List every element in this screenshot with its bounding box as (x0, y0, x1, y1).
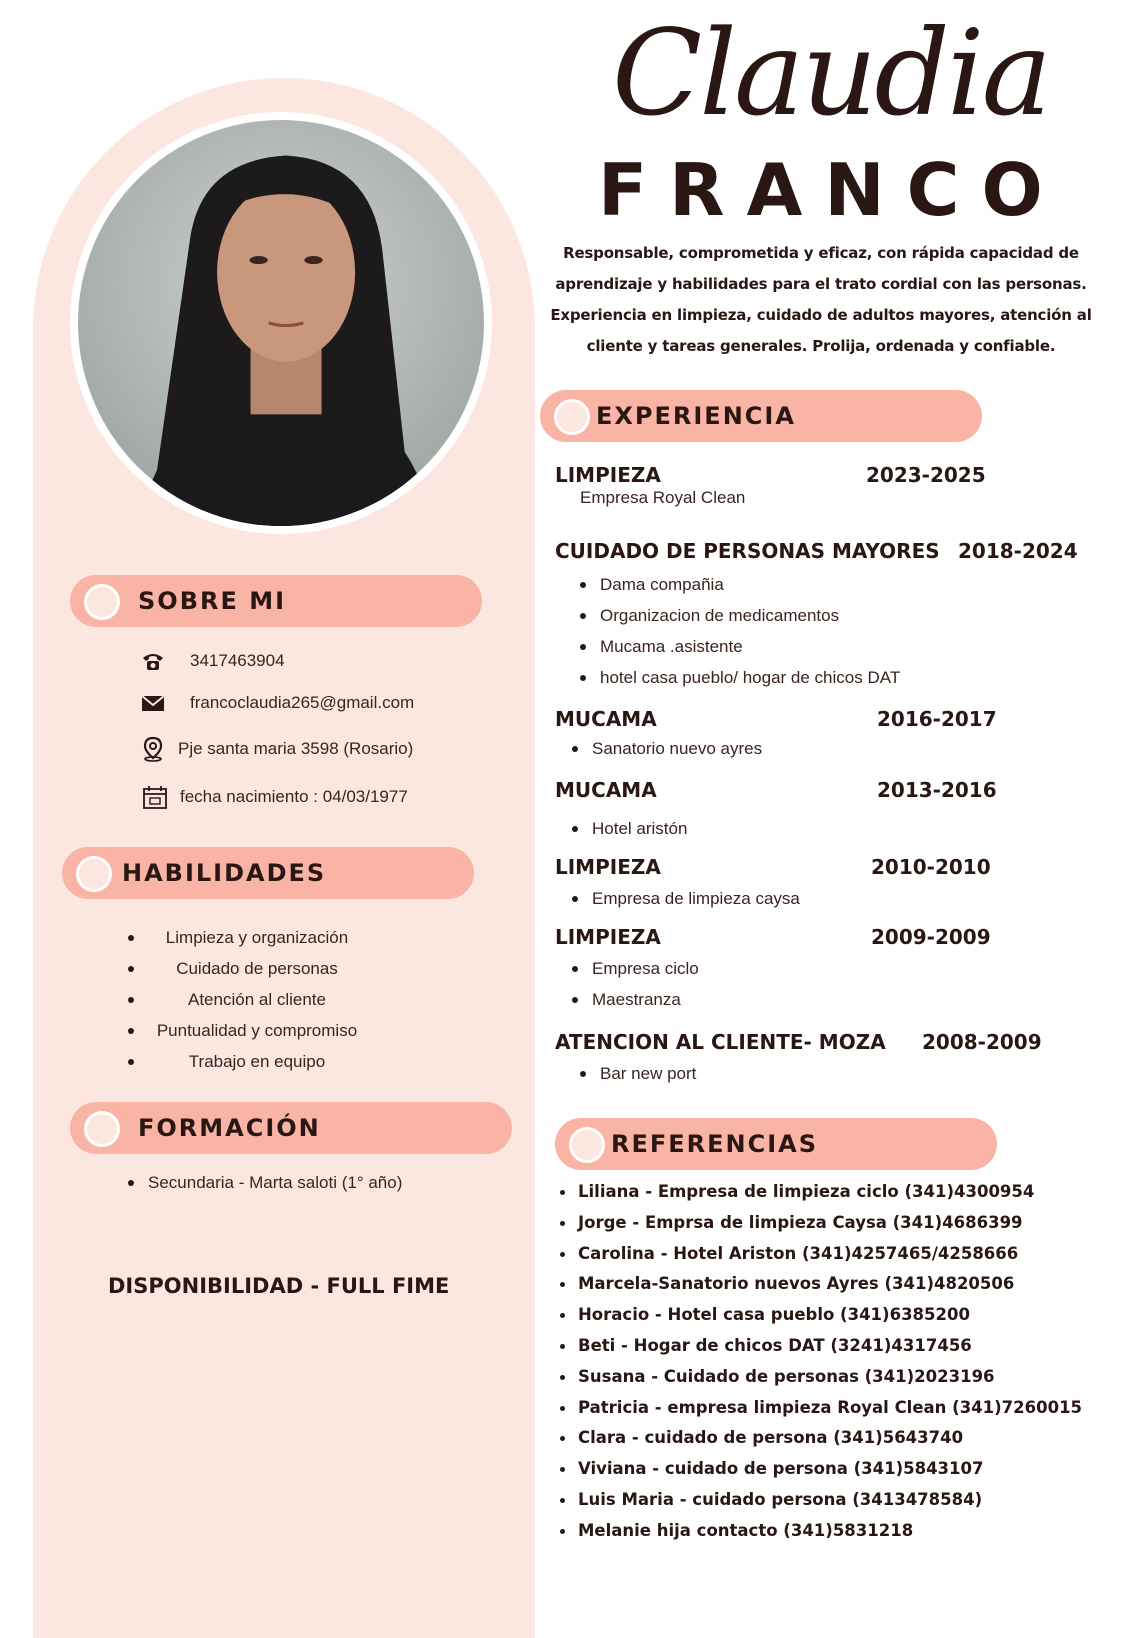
job-details-list (570, 813, 687, 844)
list-item: Viviana - cuidado de persona (341)5843107 (560, 1454, 1082, 1485)
referencias-header (555, 1118, 997, 1170)
list-item: Cuidado de personas (128, 953, 378, 984)
job-details-list (570, 733, 762, 764)
job-title: MUCAMA (555, 778, 657, 802)
circle-decoration-icon (84, 1111, 120, 1147)
list-item: Melanie hija contacto (341)5831218 (560, 1516, 1082, 1547)
habilidades-header (62, 847, 474, 899)
birth-date: fecha nacimiento : 04/03/1977 (180, 787, 408, 806)
contact-email (140, 690, 414, 716)
section-title: FORMACIÓN (138, 1114, 321, 1142)
contact-address (140, 736, 413, 762)
list-item: Atención al cliente (128, 984, 378, 1015)
circle-decoration-icon (84, 584, 120, 620)
email-address: francoclaudia265@gmail.com (190, 693, 415, 712)
education-list (128, 1167, 402, 1198)
job-details-list (578, 1058, 696, 1089)
job-title: LIMPIEZA (555, 855, 661, 879)
list-item: Susana - Cuidado de personas (341)2023196 (560, 1362, 1082, 1393)
list-item: Carolina - Hotel Ariston (341)4257465/4258666 (560, 1239, 1082, 1270)
list-item: Bar new port (578, 1058, 696, 1089)
list-item: Trabajo en equipo (128, 1046, 378, 1077)
list-item: Dama compañia (578, 569, 900, 600)
job-years: 2023-2025 (866, 463, 986, 487)
list-item: Marcela-Sanatorio nuevos Ayres (341)4820506 (560, 1269, 1082, 1300)
phone-number: 3417463904 (190, 651, 285, 670)
formacion-header (70, 1102, 512, 1154)
job-details-list (578, 569, 900, 693)
list-item: Clara - cuidado de persona (341)5643740 (560, 1423, 1082, 1454)
experiencia-header (540, 390, 982, 442)
list-item: Sanatorio nuevo ayres (570, 733, 762, 764)
list-item: Horacio - Hotel casa pueblo (341)6385200 (560, 1300, 1082, 1331)
list-item: Empresa ciclo (570, 953, 699, 984)
last-name: FRANCO (598, 148, 1065, 232)
section-title: HABILIDADES (122, 859, 327, 887)
list-item: Jorge - Emprsa de limpieza Caysa (341)4686399 (560, 1208, 1082, 1239)
section-title: SOBRE MI (138, 587, 287, 615)
list-item: Limpieza y organización (128, 922, 378, 953)
list-item: Puntualidad y compromiso (128, 1015, 378, 1046)
contact-birth (142, 784, 408, 810)
list-item: Mucama .asistente (578, 631, 900, 662)
job-title: CUIDADO DE PERSONAS MAYORES (555, 539, 940, 563)
profile-photo (70, 112, 492, 534)
list-item: hotel casa pueblo/ hogar de chicos DAT (578, 662, 900, 693)
job-title: LIMPIEZA (555, 463, 661, 487)
sobre-mi-header (70, 575, 482, 627)
availability-text: DISPONIBILIDAD - FULL FIME (108, 1274, 450, 1298)
job-title: MUCAMA (555, 707, 657, 731)
skills-list (128, 922, 378, 1077)
job-years: 2018-2024 (958, 539, 1078, 563)
job-details-list (570, 883, 800, 914)
job-years: 2008-2009 (922, 1030, 1042, 1054)
calendar-icon (142, 784, 168, 810)
circle-decoration-icon (569, 1127, 605, 1163)
list-item: Organizacion de medicamentos (578, 600, 900, 631)
circle-decoration-icon (554, 399, 590, 435)
phone-icon (140, 648, 166, 674)
profile-summary: Responsable, comprometida y eficaz, con rápida capacidad de aprendizaje y habilidades para el trato cordial con las personas. Experiencia en limpieza, cuidado de adultos mayores, atención al cliente y tareas generales. Prolija, ordenada y confiable. (550, 244, 1092, 355)
job-title: ATENCION AL CLIENTE- MOZA (555, 1030, 886, 1054)
list-item: Patricia - empresa limpieza Royal Clean (341)7260015 (560, 1393, 1082, 1424)
job-years: 2016-2017 (877, 707, 997, 731)
job-years: 2010-2010 (871, 855, 991, 879)
list-item: Empresa de limpieza caysa (570, 883, 800, 914)
location-pin-icon (140, 736, 166, 762)
job-detail: Empresa Royal Clean (580, 488, 746, 507)
job-details-list (570, 953, 699, 1015)
address-text: Pje santa maria 3598 (Rosario) (178, 739, 414, 758)
references-list (560, 1177, 1082, 1547)
section-title: EXPERIENCIA (596, 402, 796, 430)
job-years: 2013-2016 (877, 778, 997, 802)
first-name: Claudia (612, 4, 1049, 142)
list-item: Luis Maria - cuidado persona (3413478584) (560, 1485, 1082, 1516)
list-item: Maestranza (570, 984, 699, 1015)
contact-phone (140, 648, 285, 674)
job-years: 2009-2009 (871, 925, 991, 949)
list-item: Beti - Hogar de chicos DAT (3241)4317456 (560, 1331, 1082, 1362)
list-item: Liliana - Empresa de limpieza ciclo (341)4300954 (560, 1177, 1082, 1208)
section-title: REFERENCIAS (611, 1130, 819, 1158)
list-item: Secundaria - Marta saloti (1° año) (128, 1167, 402, 1198)
circle-decoration-icon (76, 856, 112, 892)
job-title: LIMPIEZA (555, 925, 661, 949)
mail-icon (140, 690, 166, 716)
list-item: Hotel aristón (570, 813, 687, 844)
